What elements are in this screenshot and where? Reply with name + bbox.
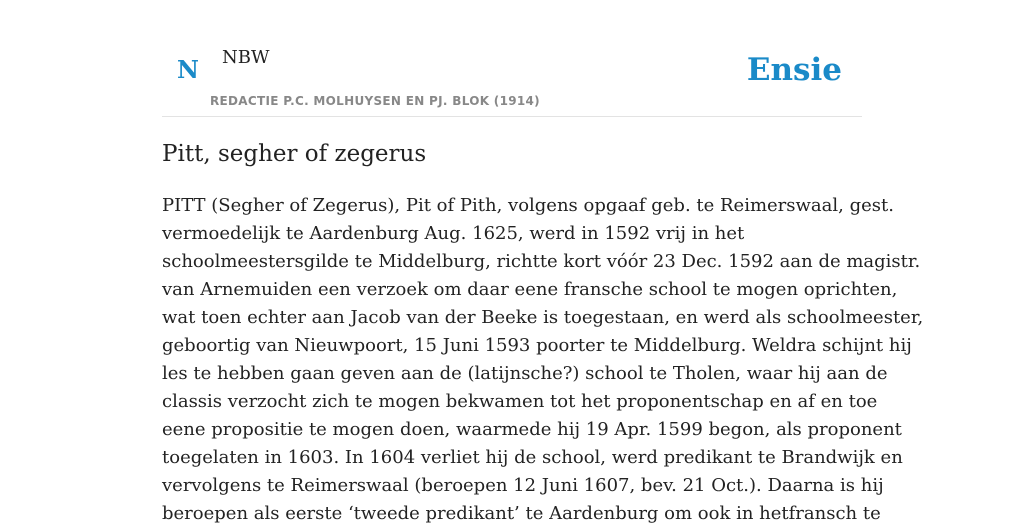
article-text-line: wat toen echter aan Jacob van der Beeke is toegestaan, en werd als schoolmeester, xyxy=(162,307,924,328)
article-text-line: eene propositie te mogen doen, waarmede hij 19 Apr. 1599 begon, als proponent xyxy=(162,419,902,440)
source-logo[interactable]: N xyxy=(177,55,199,84)
article-text-line: beroepen als eerste ‘tweede predikant’ te Aardenburg om ook in hetfransch te xyxy=(162,503,881,524)
source-name-link[interactable]: NBW xyxy=(222,47,270,68)
article-text-line: schoolmeestersgilde te Middelburg, richtte kort vóór 23 Dec. 1592 aan de magistr. xyxy=(162,251,921,272)
article-text-line: toegelaten in 1603. In 1604 verliet hij de school, werd predikant te Brandwijk en xyxy=(162,447,903,468)
article-text-line: vervolgens te Reimerswaal (beroepen 12 Juni 1607, bev. 21 Oct.). Daarna is hij xyxy=(162,475,884,496)
article-text-line: geboortig van Nieuwpoort, 15 Juni 1593 poorter te Middelburg. Weldra schijnt hij xyxy=(162,335,912,356)
brand-logo[interactable]: Ensie xyxy=(746,52,842,88)
article-text-line: PITT (Segher of Zegerus), Pit of Pith, volgens opgaaf geb. te Reimerswaal, gest. xyxy=(162,195,894,216)
source-editors: REDACTIE P.C. MOLHUYSEN EN PJ. BLOK (1914) xyxy=(210,94,540,108)
article-text-line: les te hebben gaan geven aan de (latijnsche?) school te Tholen, waar hij aan de xyxy=(162,363,888,384)
article-title: Pitt, segher of zegerus xyxy=(162,141,427,167)
article-text-line: vermoedelijk te Aardenburg Aug. 1625, werd in 1592 vrij in het xyxy=(162,223,745,244)
article-body xyxy=(162,192,924,528)
article-text-line: van Arnemuiden een verzoek om daar eene fransche school te mogen oprichten, xyxy=(162,279,898,300)
site-header xyxy=(162,0,862,117)
article-text-line: classis verzocht zich te mogen bekwamen tot het proponentschap en af en toe xyxy=(162,391,878,412)
